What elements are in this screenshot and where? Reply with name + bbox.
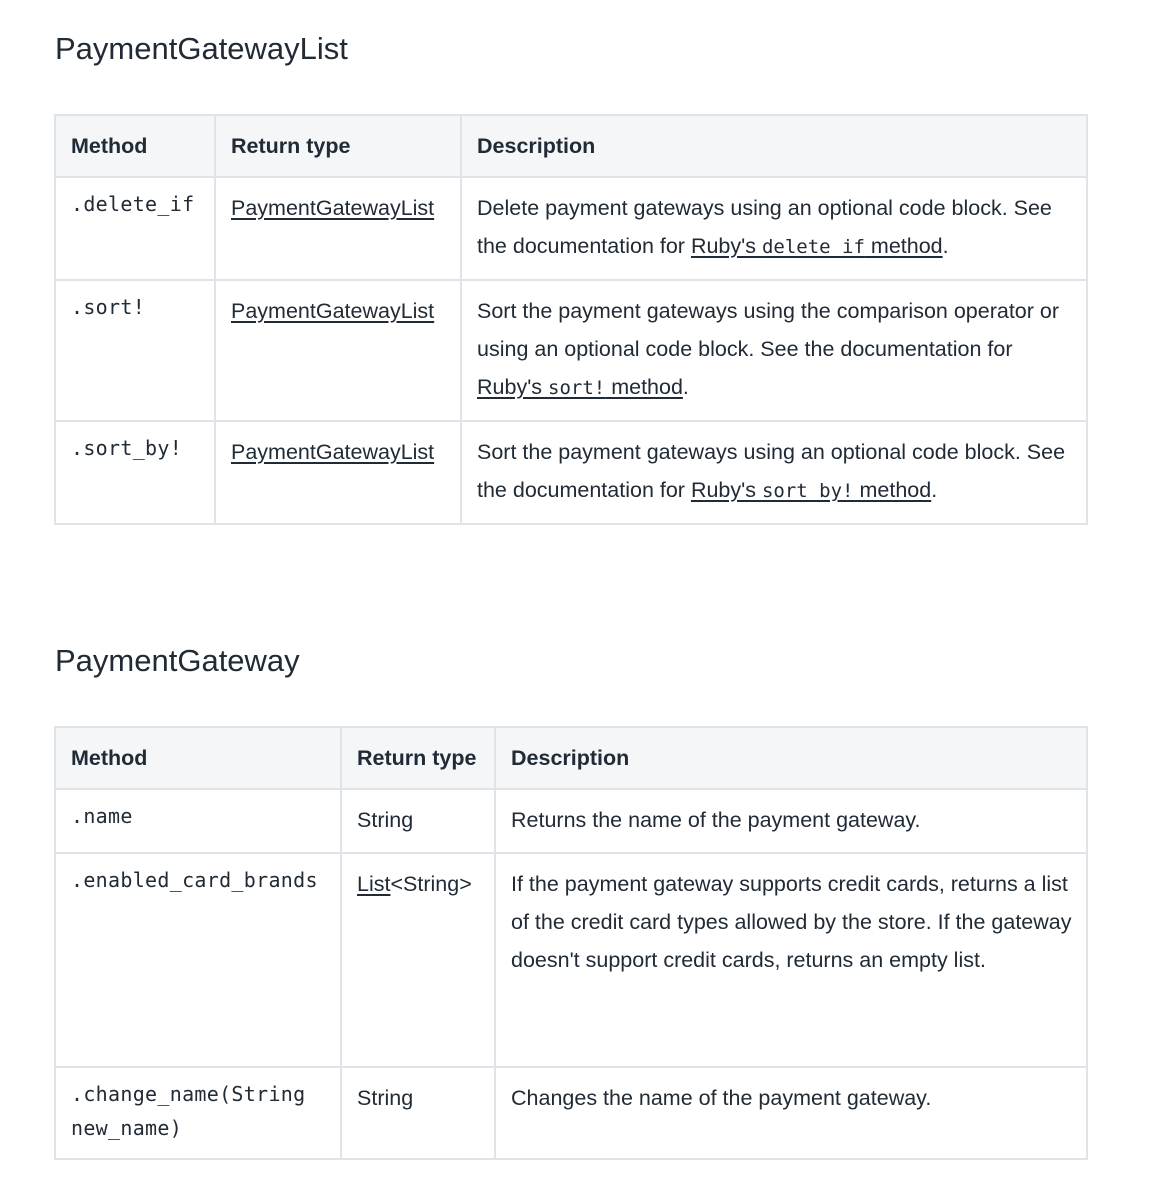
description-end: . xyxy=(942,234,949,258)
return-type-cell xyxy=(215,421,461,524)
column-header-method: Method xyxy=(55,115,215,177)
ruby-docs-link[interactable] xyxy=(691,478,931,502)
description-text: Sort the payment gateways using an optional code block. See the documentation for xyxy=(477,440,1066,502)
description-cell: Changes the name of the payment gateway. xyxy=(495,1067,1087,1159)
description-end: . xyxy=(682,375,689,399)
link-code: sort! xyxy=(548,377,606,399)
method-name: .delete_if xyxy=(55,177,215,280)
description-text: Delete payment gateways using an optional code block. See the documentation for xyxy=(477,196,1052,258)
return-type-link[interactable]: PaymentGatewayList xyxy=(231,299,435,323)
description-cell xyxy=(461,177,1087,280)
table-row xyxy=(55,421,1087,524)
description-cell xyxy=(461,280,1087,421)
payment-gateway-list-table xyxy=(54,114,1088,525)
return-type-generic: <String> xyxy=(390,872,472,896)
table-header-row xyxy=(55,727,1087,789)
link-suffix: method xyxy=(605,375,683,399)
return-type-cell xyxy=(341,853,495,1067)
column-header-description: Description xyxy=(461,115,1087,177)
ruby-docs-link[interactable] xyxy=(691,234,943,258)
link-prefix: Ruby's xyxy=(690,478,762,502)
table-row xyxy=(55,280,1087,421)
table-row xyxy=(55,789,1087,853)
link-suffix: method xyxy=(853,478,932,502)
link-prefix: Ruby's xyxy=(477,375,549,399)
payment-gateway-table xyxy=(54,726,1088,1160)
link-prefix: Ruby's xyxy=(690,234,762,258)
section-title-payment-gateway-list: PaymentGatewayList xyxy=(55,31,348,66)
return-type-link[interactable]: PaymentGatewayList xyxy=(231,196,435,220)
section-title-payment-gateway: PaymentGateway xyxy=(55,643,300,678)
return-type-cell: String xyxy=(341,1067,495,1159)
description-text: Sort the payment gateways using the comparison operator or using an optional code block. See the documentation for xyxy=(477,299,1060,361)
description-cell: Returns the name of the payment gateway. xyxy=(495,789,1087,853)
method-name: .name xyxy=(55,789,341,853)
column-header-return-type: Return type xyxy=(215,115,461,177)
return-type-link[interactable]: PaymentGatewayList xyxy=(231,440,435,464)
method-name: .change_name(String new_name) xyxy=(55,1067,341,1159)
return-type-cell xyxy=(215,280,461,421)
return-type-link[interactable]: List xyxy=(357,872,391,896)
table-row xyxy=(55,853,1087,1067)
method-name: .sort! xyxy=(55,280,215,421)
method-name: .sort_by! xyxy=(55,421,215,524)
return-type-cell xyxy=(215,177,461,280)
description-cell: If the payment gateway supports credit cards, returns a list of the credit card types allowed by the store. If the gateway doesn't support credit cards, returns an empty list. xyxy=(495,853,1087,1067)
column-header-return-type: Return type xyxy=(341,727,495,789)
ruby-docs-link[interactable] xyxy=(477,375,683,399)
description-end: . xyxy=(931,478,938,502)
column-header-method: Method xyxy=(55,727,341,789)
link-suffix: method xyxy=(864,234,943,258)
link-code: sort_by! xyxy=(761,480,854,502)
method-name: .enabled_card_brands xyxy=(55,853,341,1067)
table-header-row xyxy=(55,115,1087,177)
table-row xyxy=(55,177,1087,280)
table-row xyxy=(55,1067,1087,1159)
column-header-description: Description xyxy=(495,727,1087,789)
link-code: delete_if xyxy=(761,236,865,258)
return-type-cell: String xyxy=(341,789,495,853)
description-cell xyxy=(461,421,1087,524)
